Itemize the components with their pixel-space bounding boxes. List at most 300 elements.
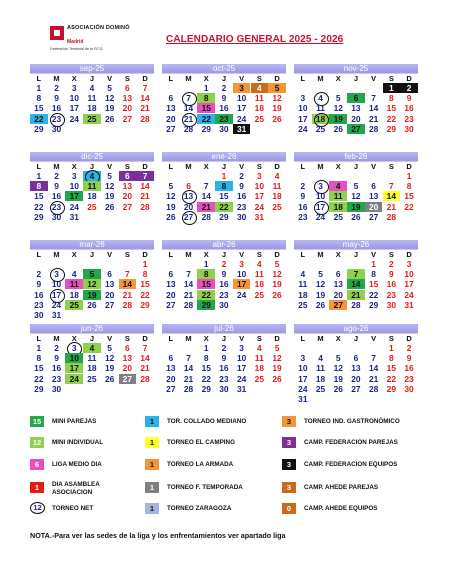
weekday-label: X <box>203 74 209 83</box>
day-cell: 2 <box>239 171 244 181</box>
day-cell: 24 <box>254 201 264 212</box>
day-cell: 12 <box>315 279 326 290</box>
footnote: NOTA.-Para ver las sedes de la liga y los enfrentamientos ver apartado liga <box>30 531 286 540</box>
day-cell: 28 <box>183 383 194 394</box>
day-cell: 8 <box>389 353 394 364</box>
day-cell: 30 <box>219 383 229 394</box>
day-cell: 9 <box>54 93 59 104</box>
association-logo <box>50 24 160 60</box>
day-cell: 17 <box>65 363 83 373</box>
day-cell: 4 <box>83 171 101 181</box>
day-cell: 12 <box>272 93 282 104</box>
day-cell: 6 <box>125 83 130 93</box>
legend-label: CAMP. FEDERACION PAREJAS <box>304 439 398 446</box>
day-cell: 22 <box>140 289 150 300</box>
day-cell: 7 <box>186 269 191 280</box>
day-cell: 17 <box>233 279 251 289</box>
day-cell: 26 <box>272 113 282 124</box>
day-cell: 10 <box>236 353 247 364</box>
day-cell: 7 <box>125 269 130 280</box>
day-cell: 28 <box>368 383 379 394</box>
weekday-label: S <box>256 334 262 343</box>
day-cell: 30 <box>219 123 229 134</box>
weekday-label: X <box>71 250 77 259</box>
weekday-label: X <box>335 250 341 259</box>
day-cell: 21 <box>368 373 379 384</box>
day-cell: 29 <box>140 299 150 310</box>
day-cell: 16 <box>51 103 62 114</box>
day-cell: 29 <box>219 211 229 222</box>
day-cell: 27 <box>347 124 365 134</box>
day-cell: 9 <box>239 181 244 192</box>
day-cell: 18 <box>69 289 79 300</box>
day-cell: 18 <box>87 103 97 114</box>
day-cell: 26 <box>104 201 115 212</box>
day-cell: 19 <box>166 201 176 212</box>
day-cell: 26 <box>351 211 361 222</box>
weekday-label: J <box>221 334 227 343</box>
weekday-label: M <box>53 162 60 171</box>
day-cell: 14 <box>140 353 150 364</box>
day-cell: 10 <box>51 279 62 290</box>
month-title: may-26 <box>294 240 418 249</box>
weekday-label: J <box>89 74 95 83</box>
day-cell: 21 <box>140 103 150 114</box>
day-cell: 9 <box>221 353 227 364</box>
day-cell: 30 <box>219 299 229 310</box>
weekday-label: V <box>107 162 113 171</box>
day-cell: 13 <box>166 363 176 374</box>
month-jul-26 <box>162 324 286 404</box>
day-cell: 9 <box>406 353 412 364</box>
day-cell: 5 <box>268 83 286 93</box>
day-cell: 6 <box>353 353 359 364</box>
weekday-label: X <box>335 334 341 343</box>
day-cell: 23 <box>219 289 229 300</box>
weekday-header <box>294 161 418 170</box>
day-cell: 23 <box>34 299 44 310</box>
day-cell: 18 <box>254 363 264 374</box>
day-cell: 27 <box>329 300 347 310</box>
day-cell: 6 <box>371 181 376 192</box>
weekday-label: X <box>203 334 209 343</box>
day-cell: 6 <box>347 93 365 103</box>
day-cell: 20 <box>166 289 176 300</box>
month-title: abr-26 <box>162 240 286 249</box>
day-cell: 3 <box>406 259 412 269</box>
day-cell: 14 <box>119 279 137 289</box>
day-cell: 30 <box>404 383 414 394</box>
legend-swatch: 3 <box>282 437 296 448</box>
day-cell: 27 <box>122 201 132 212</box>
day-cell: 9 <box>221 93 227 104</box>
day-cell: 19 <box>104 191 115 202</box>
day-cell: 8 <box>203 353 209 364</box>
day-cell: 10 <box>69 181 79 192</box>
day-cell: 1 <box>36 83 42 93</box>
weekday-header <box>162 73 286 82</box>
weekday-label: S <box>124 162 130 171</box>
weekday-header <box>162 249 286 258</box>
day-cell: 16 <box>219 363 229 374</box>
day-cell: 5 <box>274 343 280 353</box>
day-cell: 10 <box>404 269 414 280</box>
day-cell: 28 <box>183 299 194 310</box>
weekday-label: S <box>388 74 394 83</box>
weekday-label: D <box>406 162 412 171</box>
day-cell: 19 <box>329 114 347 124</box>
day-cell: 29 <box>197 300 215 310</box>
day-cell: 2 <box>300 181 306 192</box>
day-cell: 6 <box>335 269 341 280</box>
day-cell: 21 <box>386 201 396 212</box>
day-cell: 11 <box>272 181 282 192</box>
legend-swatch: 3 <box>282 416 296 427</box>
weekday-label: M <box>185 334 192 343</box>
weekday-label: M <box>53 250 60 259</box>
day-cell: 19 <box>104 363 115 374</box>
day-cell: 28 <box>122 299 132 310</box>
day-cell: 3 <box>48 269 66 279</box>
day-cell: 10 <box>65 353 83 363</box>
day-cell: 23 <box>48 114 66 124</box>
month-feb-26 <box>294 152 418 232</box>
weekday-label: M <box>317 74 324 83</box>
day-cell: 28 <box>183 123 194 134</box>
day-cell: 2 <box>54 83 59 93</box>
day-cell: 6 <box>119 171 137 181</box>
month-title: dic-25 <box>30 152 154 161</box>
day-cell: 5 <box>107 343 112 353</box>
page-title: CALENDARIO GENERAL 2025 - 2026 <box>166 34 344 45</box>
day-cell: 25 <box>83 114 101 124</box>
day-cell: 5 <box>353 181 359 192</box>
day-cell: 19 <box>272 279 282 290</box>
day-cell: 13 <box>351 363 361 374</box>
day-cell: 5 <box>335 353 341 364</box>
weekday-label: J <box>353 162 359 171</box>
day-cell: 24 <box>236 113 247 124</box>
day-cell: 16 <box>236 191 247 202</box>
day-cell: 18 <box>312 114 330 124</box>
day-cell: 16 <box>404 363 414 374</box>
day-cell: 22 <box>215 202 233 212</box>
day-cell: 14 <box>368 363 379 374</box>
weekday-header <box>30 73 154 82</box>
weekday-label: J <box>221 162 227 171</box>
weekday-label: X <box>203 250 209 259</box>
weekday-label: J <box>353 74 359 83</box>
day-cell: 24 <box>404 289 414 300</box>
day-cell: 7 <box>389 181 394 192</box>
weekday-label: L <box>168 250 174 259</box>
day-cell: 14 <box>183 279 194 290</box>
day-cell: 30 <box>386 299 396 310</box>
day-cell: 15 <box>140 279 150 290</box>
day-cell: 17 <box>298 113 308 124</box>
day-cell: 26 <box>272 289 282 300</box>
day-cell: 31 <box>254 211 264 222</box>
day-cell: 22 <box>197 290 215 300</box>
weekday-label: L <box>36 250 42 259</box>
day-cell: 4 <box>89 83 95 93</box>
day-cell: 11 <box>87 353 97 364</box>
day-cell: 2 <box>54 171 59 181</box>
legend-swatch: 3 <box>282 482 296 493</box>
legend-label: CAMP. FEDERACION EQUIPOS <box>304 461 398 468</box>
day-cell: 7 <box>136 171 154 181</box>
day-cell: 15 <box>34 191 44 202</box>
day-cell: 3 <box>312 181 330 191</box>
weekday-label: V <box>371 250 377 259</box>
day-cell: 18 <box>87 191 97 202</box>
weekday-label: X <box>335 74 341 83</box>
day-cell: 21 <box>140 363 150 374</box>
day-cell: 13 <box>122 93 132 104</box>
weekday-label: V <box>371 162 377 171</box>
day-cell: 16 <box>219 103 229 114</box>
legend-swatch: 1 <box>145 437 159 448</box>
day-cell: 3 <box>257 171 262 181</box>
day-cell: 29 <box>386 123 396 134</box>
weekday-label: D <box>274 334 280 343</box>
day-cell: 3 <box>71 171 77 181</box>
day-cell: 18 <box>87 363 97 374</box>
day-cell: 18 <box>329 202 347 212</box>
day-cell: 19 <box>333 373 343 384</box>
day-cell: 27 <box>166 299 176 310</box>
day-cell: 2 <box>221 343 227 353</box>
day-cell: 8 <box>142 269 148 280</box>
day-cell: 18 <box>254 279 264 290</box>
day-cell: 16 <box>51 191 62 202</box>
day-cell: 16 <box>34 289 44 300</box>
day-cell: 21 <box>347 290 365 300</box>
day-cell: 28 <box>351 299 361 310</box>
day-cell: 13 <box>166 279 176 290</box>
day-cell: 25 <box>333 211 343 222</box>
weekday-label: S <box>388 162 394 171</box>
day-cell: 7 <box>203 181 209 192</box>
day-cell: 17 <box>236 103 247 114</box>
day-cell: 6 <box>125 343 130 353</box>
day-cell: 24 <box>298 383 308 394</box>
day-cell: 1 <box>406 171 412 181</box>
day-cell: 25 <box>87 373 97 384</box>
day-cell: 20 <box>351 113 361 124</box>
day-cell: 1 <box>389 343 394 353</box>
day-cell: 14 <box>368 103 379 114</box>
day-cell: 2 <box>221 259 227 269</box>
day-cell: 29 <box>386 383 396 394</box>
day-cell: 25 <box>298 299 308 310</box>
month-may-26 <box>294 240 418 320</box>
day-cell: 10 <box>254 181 264 192</box>
day-cell: 5 <box>318 269 323 280</box>
day-cell: 8 <box>197 269 215 279</box>
day-cell: 28 <box>386 211 396 222</box>
day-cell: 12 <box>104 181 115 192</box>
day-cell: 3 <box>239 259 244 269</box>
month-title: nov-25 <box>294 64 418 73</box>
day-cell: 5 <box>168 181 174 192</box>
day-cell: 31 <box>69 211 79 222</box>
madrid-star-icon <box>50 26 64 40</box>
day-cell: 12 <box>272 269 282 280</box>
day-cell: 12 <box>166 191 176 202</box>
month-title: jul-26 <box>162 324 286 333</box>
day-cell: 27 <box>104 299 115 310</box>
weekday-label: D <box>142 162 148 171</box>
day-cell: 14 <box>201 191 211 202</box>
day-cell: 30 <box>51 383 62 394</box>
weekday-label: J <box>353 250 359 259</box>
weekday-label: D <box>142 334 148 343</box>
day-cell: 22 <box>404 201 414 212</box>
day-cell: 20 <box>365 202 383 212</box>
day-cell: 11 <box>298 279 308 290</box>
day-cell: 8 <box>389 93 394 104</box>
day-cell: 9 <box>389 269 394 280</box>
legend-swatch: 0 <box>282 503 296 514</box>
day-cell: 30 <box>404 123 414 134</box>
weekday-label: V <box>371 74 377 83</box>
day-cell: 15 <box>197 103 215 113</box>
day-cell: 25 <box>65 300 83 310</box>
day-cell: 13 <box>122 181 132 192</box>
day-cell: 24 <box>236 289 247 300</box>
weekday-label: D <box>142 74 148 83</box>
day-cell: 29 <box>34 123 44 134</box>
day-cell: 26 <box>315 299 326 310</box>
weekday-label: V <box>239 162 245 171</box>
day-cell: 4 <box>274 171 280 181</box>
day-cell: 21 <box>368 113 379 124</box>
weekday-label: D <box>406 250 412 259</box>
day-cell: 23 <box>236 201 247 212</box>
day-cell: 19 <box>104 103 115 114</box>
day-cell: 19 <box>347 202 365 212</box>
weekday-header <box>294 73 418 82</box>
day-cell: 20 <box>166 113 176 124</box>
day-cell: 16 <box>298 201 308 212</box>
day-cell: 13 <box>351 103 361 114</box>
day-cell: 8 <box>36 353 42 364</box>
day-cell: 5 <box>107 83 112 93</box>
day-cell: 21 <box>183 289 194 300</box>
day-cell: 29 <box>368 299 379 310</box>
day-cell: 2 <box>400 83 418 93</box>
day-cell: 31 <box>233 124 251 134</box>
day-cell: 19 <box>272 363 282 374</box>
day-cell: 4 <box>300 269 306 280</box>
day-cell: 15 <box>386 103 396 114</box>
weekday-label: J <box>353 334 359 343</box>
day-cell: 2 <box>389 259 394 269</box>
month-nov-25 <box>294 64 418 144</box>
day-cell: 24 <box>236 373 247 384</box>
day-cell: 20 <box>104 289 115 300</box>
weekday-label: L <box>168 162 174 171</box>
legend-label: CAMP. AHEDE EQUIPOS <box>304 505 378 512</box>
day-cell: 1 <box>203 343 209 353</box>
day-cell: 6 <box>168 93 174 104</box>
day-cell: 28 <box>140 373 150 384</box>
day-cell: 22 <box>30 114 48 124</box>
day-cell: 14 <box>347 279 365 289</box>
day-cell: 25 <box>254 373 264 384</box>
day-cell: 25 <box>315 383 326 394</box>
day-cell: 31 <box>51 310 62 320</box>
day-cell: 1 <box>383 83 401 93</box>
day-cell: 27 <box>119 374 137 384</box>
day-cell: 26 <box>166 211 176 222</box>
weekday-label: J <box>89 250 95 259</box>
day-cell: 26 <box>104 373 115 384</box>
day-cell: 11 <box>316 363 325 374</box>
day-cell: 2 <box>406 343 412 353</box>
day-cell: 27 <box>166 383 176 394</box>
day-cell: 7 <box>142 343 148 353</box>
day-cell: 9 <box>221 269 227 280</box>
day-cell: 30 <box>236 211 247 222</box>
legend-label: TORNEO F. TEMPORADA <box>167 484 243 491</box>
day-cell: 5 <box>274 259 280 269</box>
weekday-header <box>30 333 154 342</box>
day-cell: 22 <box>386 113 396 124</box>
day-cell: 9 <box>54 353 59 364</box>
weekday-header <box>30 161 154 170</box>
legend-label: LIGA MEDIO DIA <box>52 461 102 468</box>
day-cell: 21 <box>140 191 150 202</box>
day-cell: 20 <box>166 373 176 384</box>
circle-marker-icon: 12 <box>30 502 45 514</box>
day-cell: 2 <box>36 269 42 280</box>
day-cell: 24 <box>51 299 62 310</box>
day-cell: 14 <box>183 103 194 114</box>
day-cell: 4 <box>83 343 101 353</box>
legend-label: TORNEO IND. GASTRONÓMICO <box>304 418 400 425</box>
day-cell: 7 <box>180 93 198 103</box>
day-cell: 27 <box>166 123 176 134</box>
day-cell: 26 <box>272 373 282 384</box>
weekday-label: X <box>71 74 77 83</box>
weekday-label: D <box>274 162 280 171</box>
month-title: ago-26 <box>294 324 418 333</box>
day-cell: 5 <box>107 171 112 181</box>
day-cell: 11 <box>254 269 264 280</box>
day-cell: 16 <box>386 279 396 290</box>
weekday-label: X <box>335 162 341 171</box>
day-cell: 17 <box>312 202 330 212</box>
day-cell: 23 <box>298 211 308 222</box>
weekday-label: L <box>300 162 306 171</box>
weekday-label: D <box>142 250 148 259</box>
weekday-label: M <box>317 162 324 171</box>
day-cell: 12 <box>104 93 115 104</box>
day-cell: 17 <box>48 290 66 300</box>
day-cell: 22 <box>201 373 211 384</box>
legend-label: TOR. COLLADO MEDIANO <box>167 418 247 425</box>
day-cell: 20 <box>351 373 361 384</box>
day-cell: 24 <box>69 113 79 124</box>
day-cell: 17 <box>404 279 414 290</box>
weekday-label: S <box>388 250 394 259</box>
day-cell: 11 <box>254 353 264 364</box>
day-cell: 9 <box>36 279 42 290</box>
weekday-label: L <box>36 334 42 343</box>
day-cell: 3 <box>300 93 306 104</box>
